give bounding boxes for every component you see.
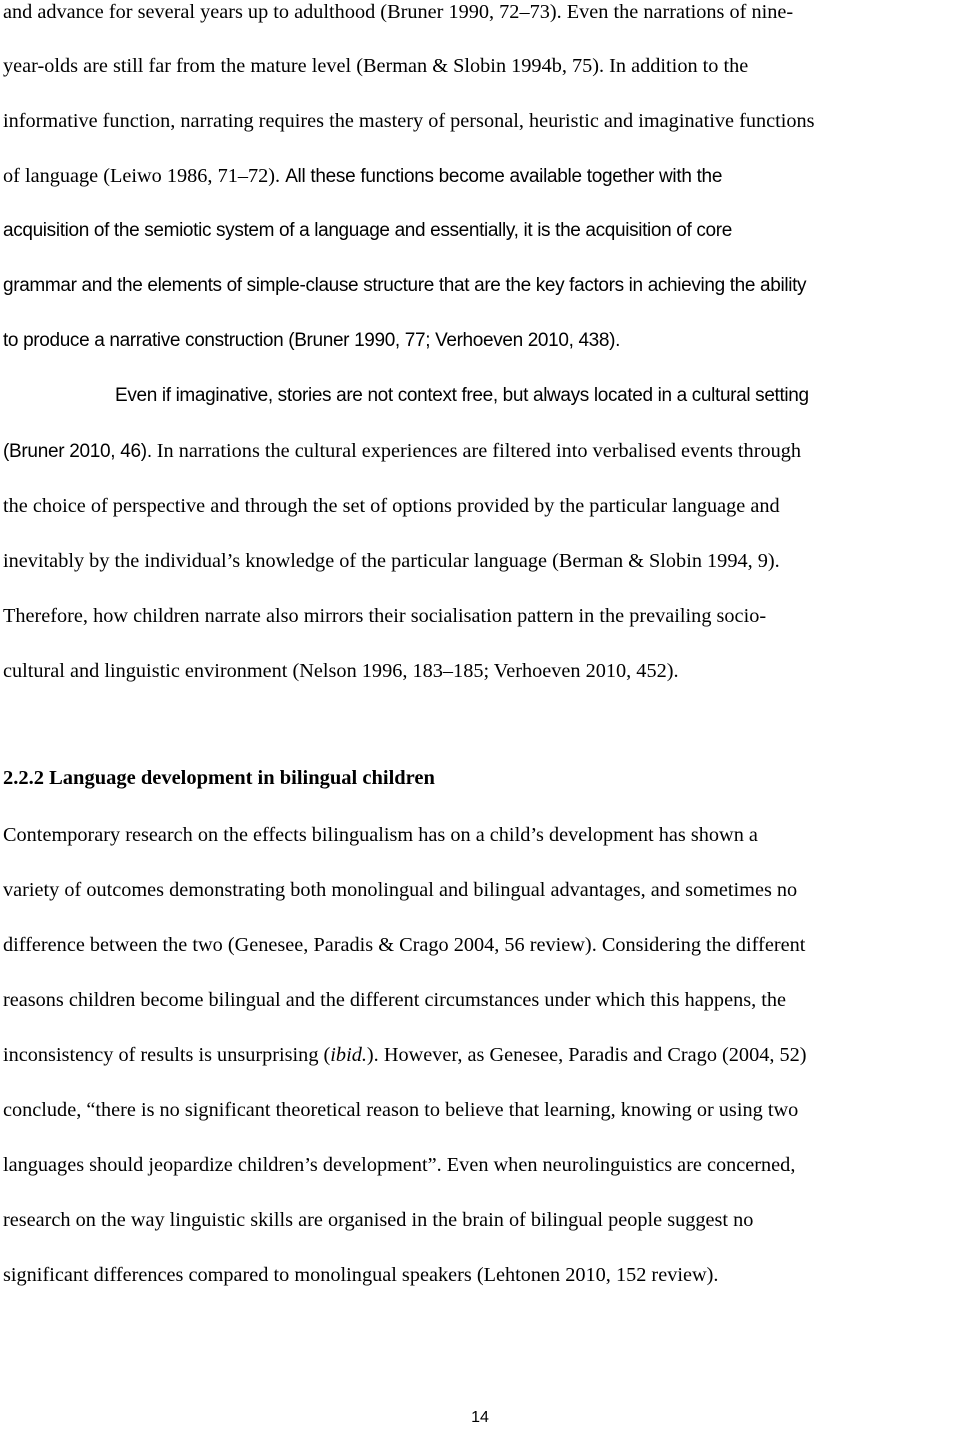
text-span: (Bruner 2010, 46).	[3, 441, 157, 462]
text-line: Contemporary research on the effects bilingualism has on a child’s development has shown a	[3, 824, 758, 846]
text-line: grammar and the elements of simple-clause structure that are the key factors in achieving the ability	[3, 275, 807, 296]
text-line	[3, 439, 801, 463]
text-span: In narrations the cultural experiences are filtered into verbalised events through	[156, 440, 802, 462]
text-span: All these functions become available together with the	[285, 166, 723, 187]
text-line: acquisition of the semiotic system of a language and essentially, it is the acquisition of core	[3, 220, 732, 241]
text-line: Even if imaginative, stories are not context free, but always located in a cultural setting	[115, 385, 809, 406]
text-line: languages should jeopardize children’s development”. Even when neurolinguistics are concerned,	[3, 1154, 796, 1176]
text-span: ). However, as Genesee, Paradis and Crago (2004, 52)	[366, 1044, 807, 1066]
text-line: and advance for several years up to adulthood (Bruner 1990, 72–73). Even the narrations of nine-	[3, 1, 794, 23]
page-number: 14	[471, 1409, 489, 1426]
text-span: of language (Leiwo 1986, 71–72).	[3, 165, 286, 187]
text-line	[3, 1043, 807, 1067]
text-line: Therefore, how children narrate also mirrors their socialisation pattern in the prevailing socio-	[3, 605, 767, 627]
text-line: difference between the two (Genesee, Paradis & Crago 2004, 56 review). Considering the different	[3, 934, 806, 956]
italic-text: ibid.	[330, 1044, 367, 1066]
text-line: conclude, “there is no significant theoretical reason to believe that learning, knowing or using two	[3, 1099, 799, 1121]
text-line: significant differences compared to monolingual speakers (Lehtonen 2010, 152 review).	[3, 1264, 719, 1286]
text-span: inconsistency of results is unsurprising (	[3, 1044, 331, 1066]
text-line: the choice of perspective and through the set of options provided by the particular language and	[3, 495, 780, 517]
text-line: informative function, narrating requires the mastery of personal, heuristic and imaginative functions	[3, 110, 815, 132]
text-line: to produce a narrative construction (Bruner 1990, 77; Verhoeven 2010, 438).	[3, 330, 620, 351]
text-line: reasons children become bilingual and the different circumstances under which this happens, the	[3, 989, 787, 1011]
text-line: cultural and linguistic environment (Nelson 1996, 183–185; Verhoeven 2010, 452).	[3, 660, 679, 682]
text-line: variety of outcomes demonstrating both monolingual and bilingual advantages, and sometimes no	[3, 879, 798, 901]
text-line: inevitably by the individual’s knowledge of the particular language (Berman & Slobin 1994, 9).	[3, 550, 780, 572]
text-line: year-olds are still far from the mature level (Berman & Slobin 1994b, 75). In addition to the	[3, 55, 749, 77]
section-heading: 2.2.2 Language development in bilingual children	[3, 767, 435, 789]
text-line: research on the way linguistic skills are organised in the brain of bilingual people suggest no	[3, 1209, 754, 1231]
text-line	[3, 164, 722, 188]
